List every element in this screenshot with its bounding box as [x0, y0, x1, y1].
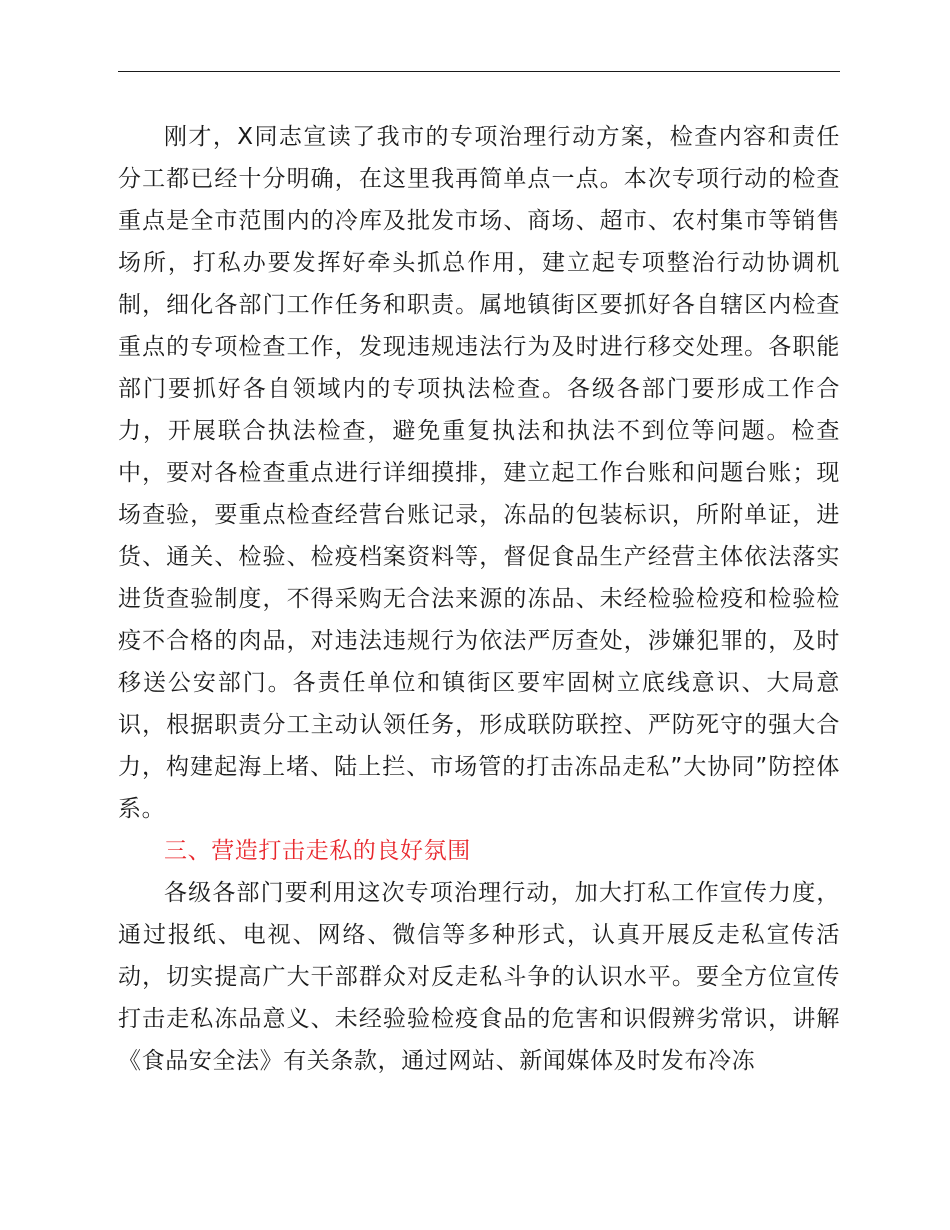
header-rule: [118, 71, 840, 72]
body-paragraph-1: 刚才，X同志宣读了我市的专项治理行动方案，检查内容和责任分工都已经十分明确，在这里我再简单点一点。本次专项行动的检查重点是全市范围内的冷库及批发市场、商场、超市、农村集市等销售场所，打私办要发挥好牵头抓总作用，建立起专项整治行动协调机制，细化各部门工作任务和职责。属地镇街区要抓好各自辖区内检查重点的专项检查工作，发现违规违法行为及时进行移交处理。各职能部门要抓好各自领域内的专项执法检查。各级各部门要形成工作合力，开展联合执法检查，避免重复执法和执法不到位等问题。检查中，要对各检查重点进行详细摸排，建立起工作台账和问题台账；现场查验，要重点检查经营台账记录，冻品的包装标识，所附单证，进货、通关、检验、检疫档案资料等，督促食品生产经营主体依法落实进货查验制度，不得采购无合法来源的冻品、未经检验检疫和检验检疫不合格的肉品，对违法违规行为依法严厉查处，涉嫌犯罪的，及时移送公安部门。各责任单位和镇街区要牢固树立底线意识、大局意识，根据职责分工主动认领任务，形成联防联控、严防死守的强大合力，构建起海上堵、陆上拦、市场管的打击冻品走私”大协同”防控体系。: [118, 124, 840, 822]
document-body: [118, 116, 840, 1082]
body-paragraph-2: 各级各部门要利用这次专项治理行动，加大打私工作宣传力度，通过报纸、电视、网络、微信等多种形式，认真开展反走私宣传活动，切实提高广大干部群众对反走私斗争的认识水平。要全方位宣传打击走私冻品意义、未经验验检疫食品的危害和识假辨劣常识，讲解《食品安全法》有关条款，通过网站、新闻媒体及时发布冷冻: [118, 880, 840, 1074]
section-heading: 三、营造打击走私的良好氛围: [164, 838, 471, 864]
